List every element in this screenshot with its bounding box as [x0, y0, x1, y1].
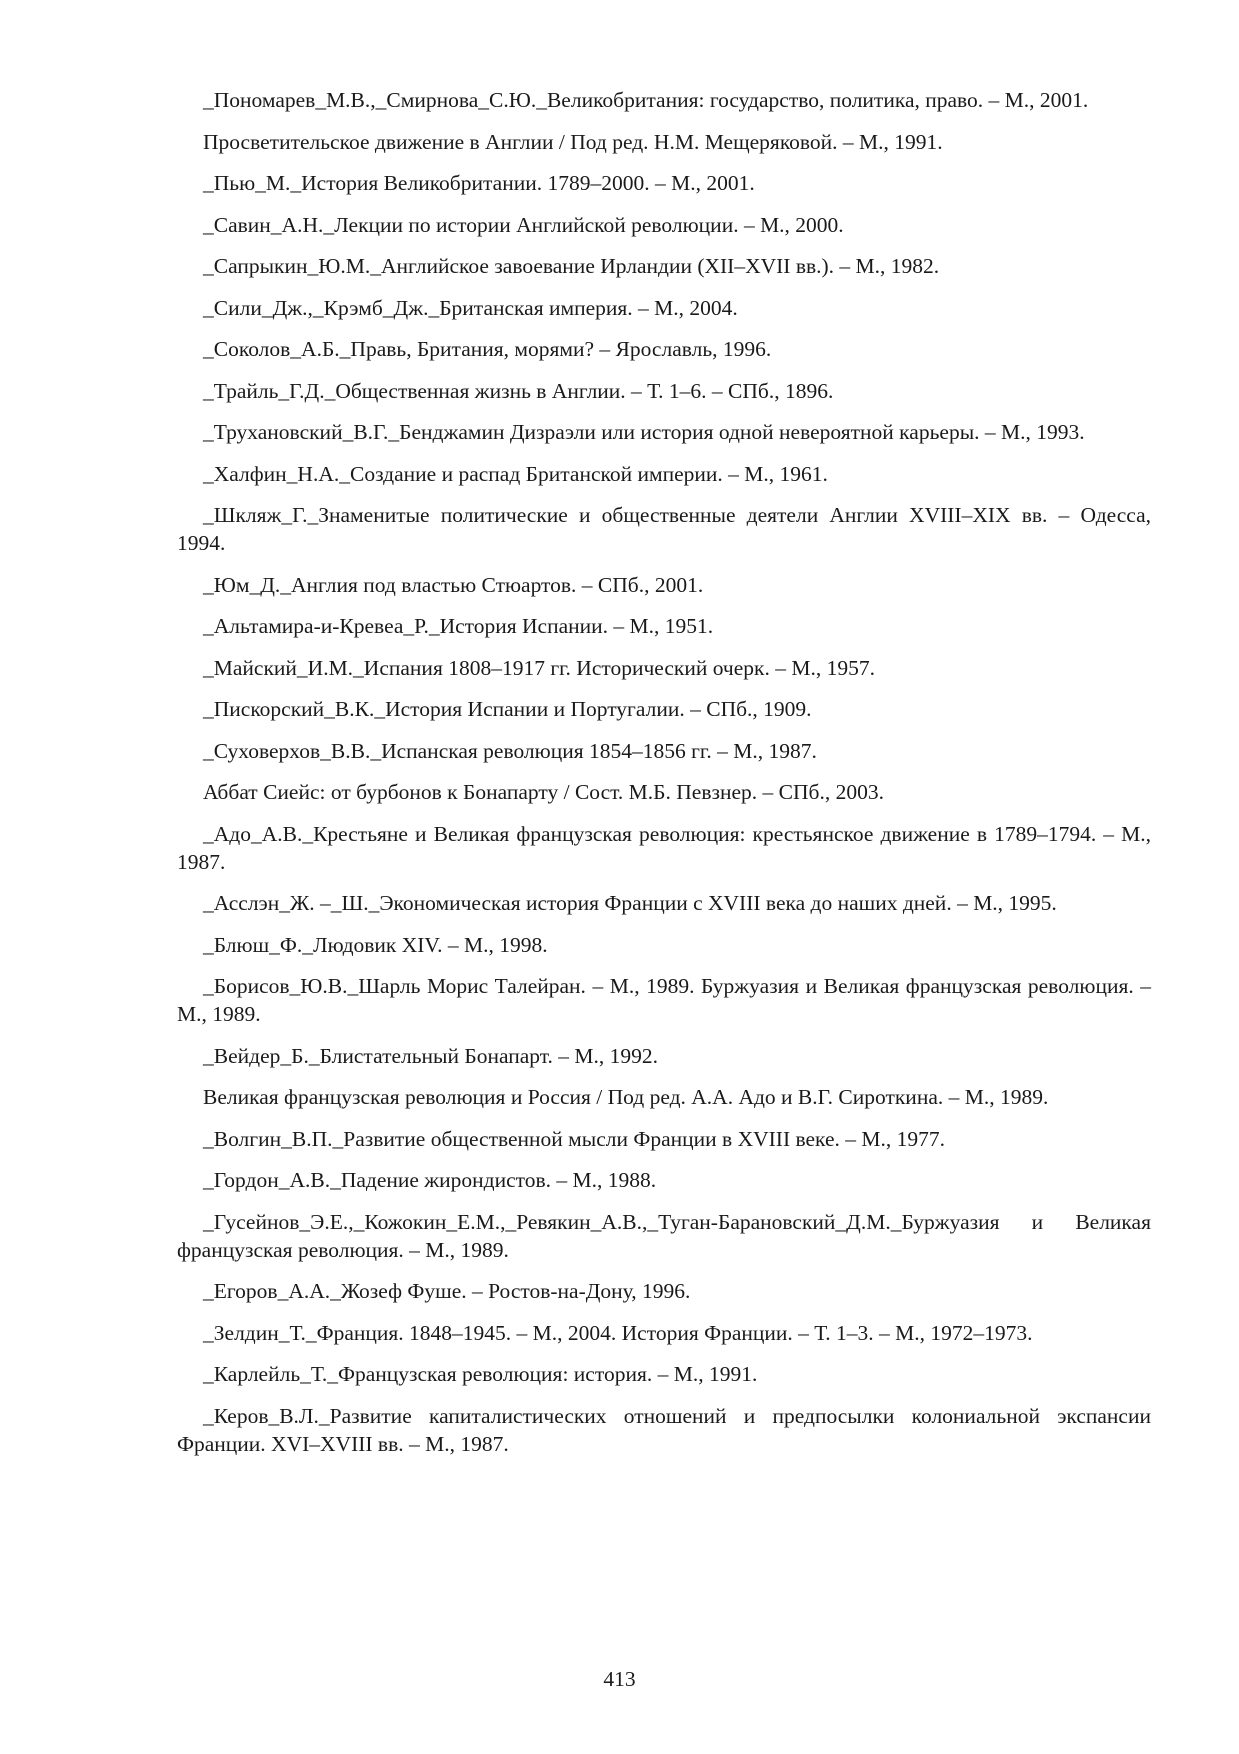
bibliography-entry: _Зелдин_Т._Франция. 1848–1945. – М., 2004. История Франции. – Т. 1–3. – М., 1972–1973. — [203, 1320, 1033, 1345]
bibliography-entry: _Альтамира-и-Кревеа_Р._История Испании. – М., 1951. — [203, 614, 714, 638]
bibliography-entry: _Блюш_Ф._Людовик XIV. – М., 1998. — [203, 932, 548, 957]
bibliography-entry: _Сили_Дж.,_Крэмб_Дж._Британская империя. – М., 2004. — [203, 295, 738, 320]
bibliography-entry: _Трухановский_В.Г._Бенджамин Дизраэли или история одной невероятной карьеры. – М., 1993. — [203, 420, 1085, 444]
bibliography-entry: _Майский_И.М._Испания 1808–1917 гг. Исторический очерк. – М., 1957. — [203, 655, 875, 680]
bibliography-entry: Аббат Сиейс: от бурбонов к Бонапарту / Сост. М.Б. Певзнер. – СПб., 2003. — [203, 780, 884, 804]
bibliography-entry: _Вейдер_Б._Блистательный Бонапарт. – М., 1992. — [203, 1043, 659, 1068]
bibliography-entry: _Шкляж_Г._Знаменитые политические и общественные деятели Англии XVIII–XIX вв. – Одесса, 1994. — [177, 503, 1151, 555]
bibliography-entry: _Сапрыкин_Ю.М._Английское завоевание Ирландии (XII–XVII вв.). – М., 1982. — [203, 254, 940, 278]
bibliography-entry: _Пью_М._История Великобритании. 1789–2000. – М., 2001. — [203, 171, 755, 195]
bibliography-entry: _Асслэн_Ж. –_Ш._Экономическая история Франции с XVIII века до наших дней. – М., 1995. — [203, 891, 1057, 915]
page-number: 413 — [603, 1667, 636, 1691]
bibliography-entry: _Халфин_Н.А._Создание и распад Британской империи. – М., 1961. — [203, 461, 828, 486]
bibliography-entry: _Соколов_А.Б._Правь, Британия, морями? – Ярославль, 1996. — [203, 337, 772, 361]
bibliography-entry: Просветительское движение в Англии / Под ред. Н.М. Мещеряковой. – М., 1991. — [203, 129, 943, 154]
bibliography-entry: _Карлейль_Т._Французская революция: история. – М., 1991. — [203, 1362, 758, 1386]
bibliography-page — [177, 86, 1151, 1471]
bibliography-entry: _Егоров_А.А._Жозеф Фуше. – Ростов-на-Дону, 1996. — [203, 1279, 691, 1303]
bibliography-entry: _Юм_Д._Англия под властью Стюартов. – СПб., 2001. — [203, 572, 704, 597]
bibliography-entry: _Адо_А.В._Крестьяне и Великая французская революция: крестьянское движение в 1789–1794. – М., 1987. — [177, 821, 1151, 874]
bibliography-entry: _Гордон_А.В._Падение жирондистов. – М., 1988. — [203, 1168, 657, 1192]
bibliography-entry: _Волгин_В.П._Развитие общественной мысли Франции в XVIII веке. – М., 1977. — [203, 1126, 946, 1151]
bibliography-entry: _Пономарев_М.В.,_Смирнова_С.Ю._Великобритания: государство, политика, право. – М., 2001. — [203, 88, 1089, 112]
bibliography-entry: _Керов_В.Л._Развитие капиталистических отношений и предпосылки колониальной экспансии Франции. XVI–XVIII вв. – М., 1987. — [177, 1403, 1151, 1456]
bibliography-entry: _Суховерхов_В.В._Испанская революция 1854–1856 гг. – М., 1987. — [203, 738, 817, 763]
bibliography-entry: Великая французская революция и Россия / Под ред. А.А. Адо и В.Г. Сироткина. – М., 1989. — [203, 1085, 1049, 1109]
bibliography-entry: _Пискорский_В.К._История Испании и Португалии. – СПб., 1909. — [203, 697, 812, 721]
bibliography-entry: _Савин_А.Н._Лекции по истории Английской революции. – М., 2000. — [203, 212, 844, 237]
bibliography-entry: _Борисов_Ю.В._Шарль Морис Талейран. – М., 1989. Буржуазия и Великая французская революция. – М., 1989. — [177, 974, 1151, 1026]
bibliography-entry: _Гусейнов_Э.Е.,_Кожокин_Е.М.,_Ревякин_А.В.,_Туган-Барановский_Д.М._Буржуазия и Великая французская революция. – М., 1989. — [177, 1209, 1151, 1262]
bibliography-entry: _Трайль_Г.Д._Общественная жизнь в Англии. – Т. 1–6. – СПб., 1896. — [203, 378, 834, 403]
